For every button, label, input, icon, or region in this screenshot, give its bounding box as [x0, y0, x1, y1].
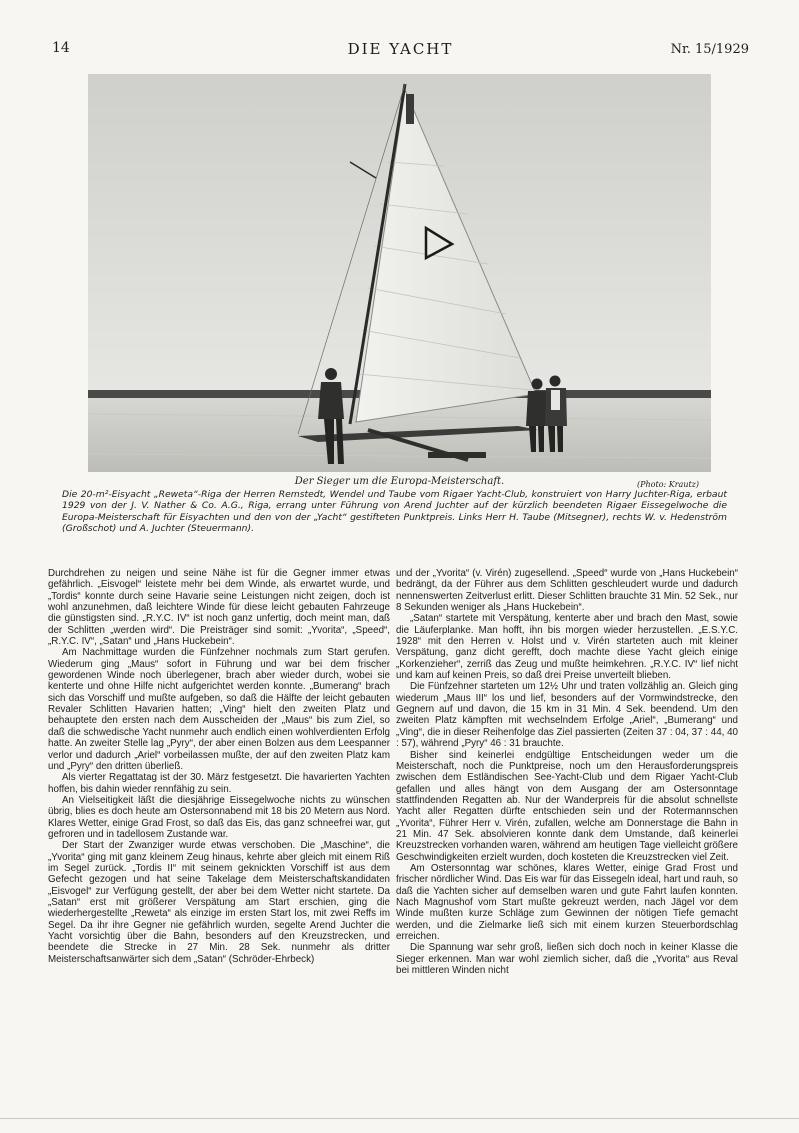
paragraph: Die Spannung war sehr groß, ließen sich doch noch in keiner Klasse die Sieger erkennen. Man war wohl ziemlich sicher, daß die „Yvorita“ aus Reval bei mittleren Winden nicht: [396, 942, 738, 977]
figure-caption-title: Der Sieger um die Europa-Meisterschaft.: [294, 476, 505, 487]
paragraph: Am Nachmittage wurden die Fünfzehner nochmals zum Start gerufen. Wiederum ging „Maus“ sofort in Führung und war bei dem frischer gewordenen Winde noch überlegener, brach aber wieder durch, wobei sie kenterte und ohne Hilfe nicht aufgerichtet werden konnte. „Bumerang“ brach sich das Vorschiff und mußte aufgeben, so daß die Hälfte der leicht gebauten Revaler Schlitten Havarien hatten; „Ving“ hielt den zweiten Platz und behauptete den ersten nach dem Ausscheiden der „Maus“ bis zum Ziel, so daß die schwedische Yacht nunmehr auch endlich einen wohlverdienten Erfolg hatte. An zweiter Stelle lag „Pyry“, der aber einen Bolzen aus dem Leespanner verlor und dadurch „Ariel“ vorbeilassen mußte, der auf den zweiten Platz kam und „Pyry“ den dritten überließ.: [48, 647, 390, 772]
page-number: 14: [52, 40, 70, 56]
page-header: [52, 38, 749, 64]
article-column-right: [396, 568, 738, 1038]
paragraph: Der Start der Zwanziger wurde etwas verschoben. Die „Maschine“, die „Yvorita“ ging mit ganz kleinem Zeug hinaus, kehrte aber gleich mit einem Riß im Segel zurück. „Tordis II“ mit seinem geknickten Vorschiff ist aus dem Gefecht gezogen und hat seine Takelage dem Meisterschaftskandidaten „Eisvogel“ zur Verfügung gestellt, der aber bei dem Wetter nicht startete. Da „Satan“ erst mit größerer Verspätung am Start erschien, ging die wiederhergestellte „Reweta“ als einzige im ersten Start los, mit zwei Reffs im Segel. Da ihr ihre Gegner nie gefährlich wurden, segelte Arend Juchter die Yacht vorsichtig über die Bahn, besonders auf den Kreuzstrecken, und beendete die Strecke in 27 Min. 28 Sek. nunmehr als dritter Meisterschaftsanwärter sich dem „Satan“ (Schröder-Ehrbeck): [48, 840, 390, 965]
ice-yacht-photo: [88, 74, 711, 472]
paragraph: An Vielseitigkeit läßt die diesjährige Eissegelwoche nichts zu wünschen übrig, blies es doch heute am Ostersonnabend mit 18 bis 20 Metern aus Nord. Klares Wetter, einige Grad Frost, so daß das Eis, das ganz schneefrei war, gut gefroren und in tadellosem Zustande war.: [48, 794, 390, 840]
issue-number: Nr. 15/1929: [670, 42, 749, 57]
paragraph: und der „Yvorita“ (v. Virén) zugesellend. „Speed“ wurde von „Hans Huckebein“ bedrängt, da der Führer aus dem Schlitten geschleudert wurde und dadurch nennenswerten Zeitverlust erlitt. Dieser Schlitten brauchte 31 Min. 52 Sek., nur 8 Sekunden weniger als „Hans Huckebein“.: [396, 568, 738, 614]
paragraph: „Satan“ startete mit Verspätung, kenterte aber und brach den Mast, sowie die Läuferplanke. Man hofft, ihn bis morgen wieder herzustellen. „E.S.Y.C. 1928“ mit den Herren v. Holst und v. Virén starteten auch mit kleiner Verspätung, ganz dicht gerefft, doch machte diese Yacht gleich einige „Korkenzieher“, zerriß das Zeug und mußte heimkehren. „R.Y.C. IV“ lief nicht und kam auf keinen Preis, so daß drei Preise unverteilt blieben.: [396, 613, 738, 682]
article-column-left: [48, 568, 390, 1038]
paragraph: Durchdrehen zu neigen und seine Nähe ist für die Gegner immer etwas gefährlich. „Eisvogel“ leistete mehr bei dem Winde, als erwartet wurde, und „Tordis“ konnte durch seine Havarie seine Leistungen nicht zeigen, doch ist wohl anzunehmen, daß leichtere Winde für diese leicht gebauten Fahrzeuge die günstigsten sind. „R.Y.C. IV“ ist noch ganz unfertig, doch meint man, daß der Schlitten „werden wird“. Die Preisträger sind somit: „Yvorita“, „Speed“, „R.Y.C. IV“, „Satan“ und „Hans Huckebein“.: [48, 568, 390, 648]
photo-credit: (Photo: Krautz): [637, 480, 700, 489]
paragraph: Am Ostersonntag war schönes, klares Wetter, einige Grad Frost und frischer nördlicher Wind. Das Eis war für das Eissegeln ideal, hart und rauh, so daß die Yachten sicher auf demselben waren und gute Fahrt laufen konnten. Nach Magnushof vom Start mußte gekreuzt werden, nach Jägel vor dem Winde mußten kurze Schläge zum Gewinnen der nötigen Tiefe gemacht werden, und die Zielmarke ließ sich mit einem kurzen Steuerbordschlag erreichen.: [396, 862, 738, 942]
paragraph: Bisher sind keinerlei endgültige Entscheidungen weder um die Meisterschaft, noch die Punktpreise, noch um den Herausforderungspreis zwischen dem Estländischen See-Yacht-Club und dem Rigaer Yacht-Club gefallen und alles hängt von dem Ausgang der am Ostersonntage stattfindenden Regatten ab. Nur der Wanderpreis für die absolut schnellste Yacht aller Regatten dürfte entschieden sein und der Rotermannschen „Yvorita“, Führer Herr v. Virén, zufallen, welche am Donnerstage die Bahn in 21 Min. 47 Sek. absolvieren konnte dank dem Umstande, daß keinerlei Kreuzstrecken vorhanden waren, während am heutigen Tage vielleicht größere Geschwindigkeiten erzielt wurden, doch kosteten die Kreuzstrecken viel Zeit.: [396, 749, 738, 863]
page-edge: [0, 1118, 799, 1119]
figure-caption: Die 20-m²-Eisyacht „Reweta“-Riga der Herren Remstedt, Wendel und Taube vom Rigaer Yacht-Club, konstruiert von Harry Juchter-Riga, erbaut 1929 von der J. V. Nather & Co. A.G., Riga, errang unter Führung von Arend Juchter auf der kürzlich beendeten Rigaer Eissegelwoche die Europa-Meisterschaft für Eisyachten und den von der „Yacht“ gestifteten Punktpreis. Links Herr H. Taube (Mitsegner), rechts W. v. Hedenström (Großschot) und A. Juchter (Steuermann).: [62, 489, 727, 534]
paragraph: Als vierter Regattatag ist der 30. März festgesetzt. Die havarierten Yachten hoffen, bis dahin wieder rennfähig zu sein.: [48, 772, 390, 795]
magazine-title: DIE YACHT: [347, 40, 454, 58]
paragraph: Die Fünfzehner starteten um 12½ Uhr und traten vollzählig an. Gleich ging wiederum „Maus III“ los und lief, besonders auf der Vormwindstrecke, den Gegnern auf und davon, die 15 km in 31 Min. 4 Sek. beendend. Um den zweiten Platz kämpften mit wechselndem Erfolge „Ariel“, „Bumerang“ und „Ving“, die in dieser Reihenfolge das Ziel passierten (Zeiten 37 : 04, 37 : 44, 40 : 57), während „Pyry“ 46 : 31 brauchte.: [396, 681, 738, 750]
